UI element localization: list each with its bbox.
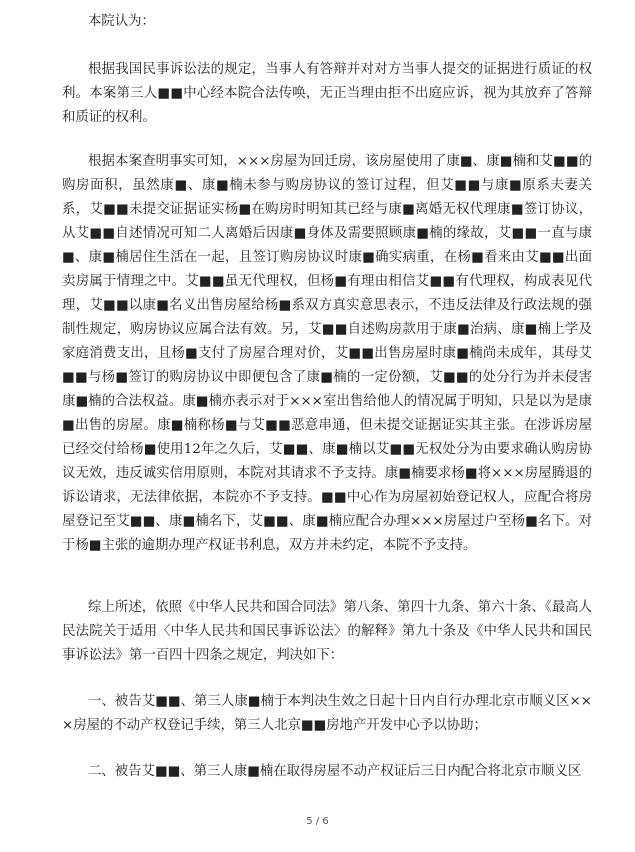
paragraph-legal-basis: 综上所述，依照《中华人民共和国合同法》第八条、第四十九条、第六十条、《最高人民法院关于适用〈中华人民共和国民事诉讼法〉的解释》第九十条及《中华人民共和国民事诉讼法》第一百四十四条之规定，判决如下：: [62, 600, 592, 663]
paragraph-rights-statement: 根据我国民事诉讼法的规定，当事人有答辩并对对方当事人提交的证据进行质证的权利。本案第三人■■中心经本院合法传唤，无正当理由拒不出庭应诉，视为其放弃了答辩和质证的权利。: [62, 62, 592, 125]
paragraph-court-opinion-heading: 本院认为：: [88, 14, 155, 29]
paragraph-judgment-item-2: 二、被告艾■■、第三人康■楠在取得房屋不动产权证后三日内配合将北京市顺义区: [88, 764, 582, 779]
paragraph-judgment-item-1: 一、被告艾■■、第三人康■楠于本判决生效之日起十日内自行办理北京市顺义区×××房屋的不动产权登记手续，第三人北京■■房地产开发中心予以协助；: [62, 694, 592, 733]
paragraph-fact-analysis: 根据本案查明事实可知，×××房屋为回迁房，该房屋使用了康■、康■楠和艾■■的购房面积，虽然康■、康■楠未参与购房协议的签订过程，但艾■■与康■原系夫妻关系，艾■■未提交证据证实杨■在购房时明知其已经与康■离婚无权代理康■签订协议，从艾■■自述情况可知二人离婚后因康■身体及需要照顾康■楠的缘故，艾■■一直与康■、康■楠居住生活在一起，且签订购房协议时康■确实病重，在杨■看来由艾■■出面卖房属于情理之中。艾■■虽无代理权，但杨■有理由相信艾■■有代理权，构成表见代理，艾■■以康■名义出售房屋给杨■系双方真实意思表示，不违反法律及行政法规的强制性规定，购房协议应属合法有效。另，艾■■自述购房款用于康■治病、康■楠上学及家庭消费支出，且杨■支付了房屋合理对价，艾■■出售房屋时康■楠尚未成年，其母艾■■与杨■签订的购房协议中即便包含了康■楠的一定份额，艾■■的处分行为并未侵害康■楠的合法权益。康■楠亦表示对于×××室出售给他人的情况属于明知，只是以为是康■出售的房屋。康■楠称杨■与艾■■恶意串通，但未提交证据证实其主张。在涉诉房屋已经交付给杨■使用12年之久后，艾■■、康■楠以艾■■无权处分为由要求确认购房协议无效，违反诚实信用原则，本院对其请求不予支持。康■楠要求杨■将×××房屋腾退的诉讼请求，无法律依据，本院亦不予支持。■■中心作为房屋初始登记权人，应配合将房屋登记至艾■■、康■楠名下，艾■■、康■楠应配合办理×××房屋过户至杨■名下。对于杨■主张的逾期办理产权证书利息，双方并未约定，本院不予支持。: [62, 154, 592, 553]
page-indicator: 5 / 6: [306, 816, 329, 827]
